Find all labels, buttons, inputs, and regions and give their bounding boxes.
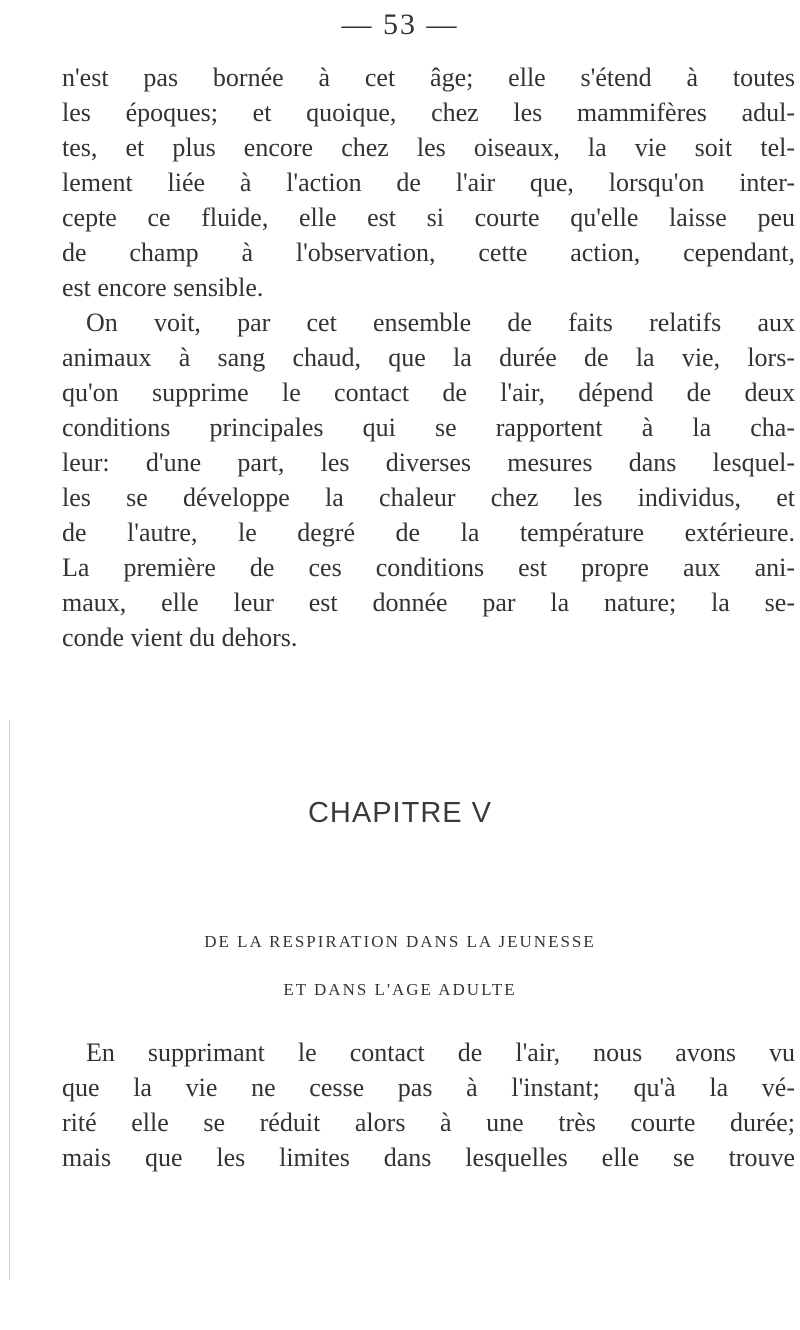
text-line: les se développe la chaleur chez les individus, et [62,483,795,512]
text-line: de champ à l'observation, cette action, cependant, [62,238,795,267]
text-line: les époques; et quoique, chez les mammifères adul- [62,98,795,127]
text-line: En supprimant le contact de l'air, nous avons vu [86,1038,795,1067]
text-line: que la vie ne cesse pas à l'instant; qu'à la vé- [62,1073,795,1102]
text-line: maux, elle leur est donnée par la nature; la se- [62,588,795,617]
text-line: conditions principales qui se rapportent à la cha- [62,413,795,442]
text-line: conde vient du dehors. [62,623,298,652]
text-line: qu'on supprime le contact de l'air, dépend de deux [62,378,795,407]
text-line: cepte ce fluide, elle est si courte qu'elle laisse peu [62,203,795,232]
text-line: rité elle se réduit alors à une très courte durée; [62,1108,795,1137]
text-line: n'est pas bornée à cet âge; elle s'étend à toutes [62,63,795,92]
text-line: est encore sensible. [62,273,264,302]
text-line: mais que les limites dans lesquelles elle se trouve [62,1143,795,1172]
text-line: animaux à sang chaud, que la durée de la vie, lors- [62,343,795,372]
text-line: leur: d'une part, les diverses mesures dans lesquel- [62,448,795,477]
text-line: lement liée à l'action de l'air que, lorsqu'on inter- [62,168,795,197]
text-line: La première de ces conditions est propre aux ani- [62,553,795,582]
chapter-subtitle-line-1: DE LA RESPIRATION DANS LA JEUNESSE [204,932,596,951]
text-line: tes, et plus encore chez les oiseaux, la vie soit tel- [62,133,795,162]
text-line: On voit, par cet ensemble de faits relatifs aux [86,308,795,337]
chapter-subtitle-line-2: ET DANS L'AGE ADULTE [283,980,517,999]
text-line: de l'autre, le degré de la température extérieure. [62,518,795,547]
page-number: — 53 — [341,8,459,41]
chapter-title: CHAPITRE V [307,797,493,829]
